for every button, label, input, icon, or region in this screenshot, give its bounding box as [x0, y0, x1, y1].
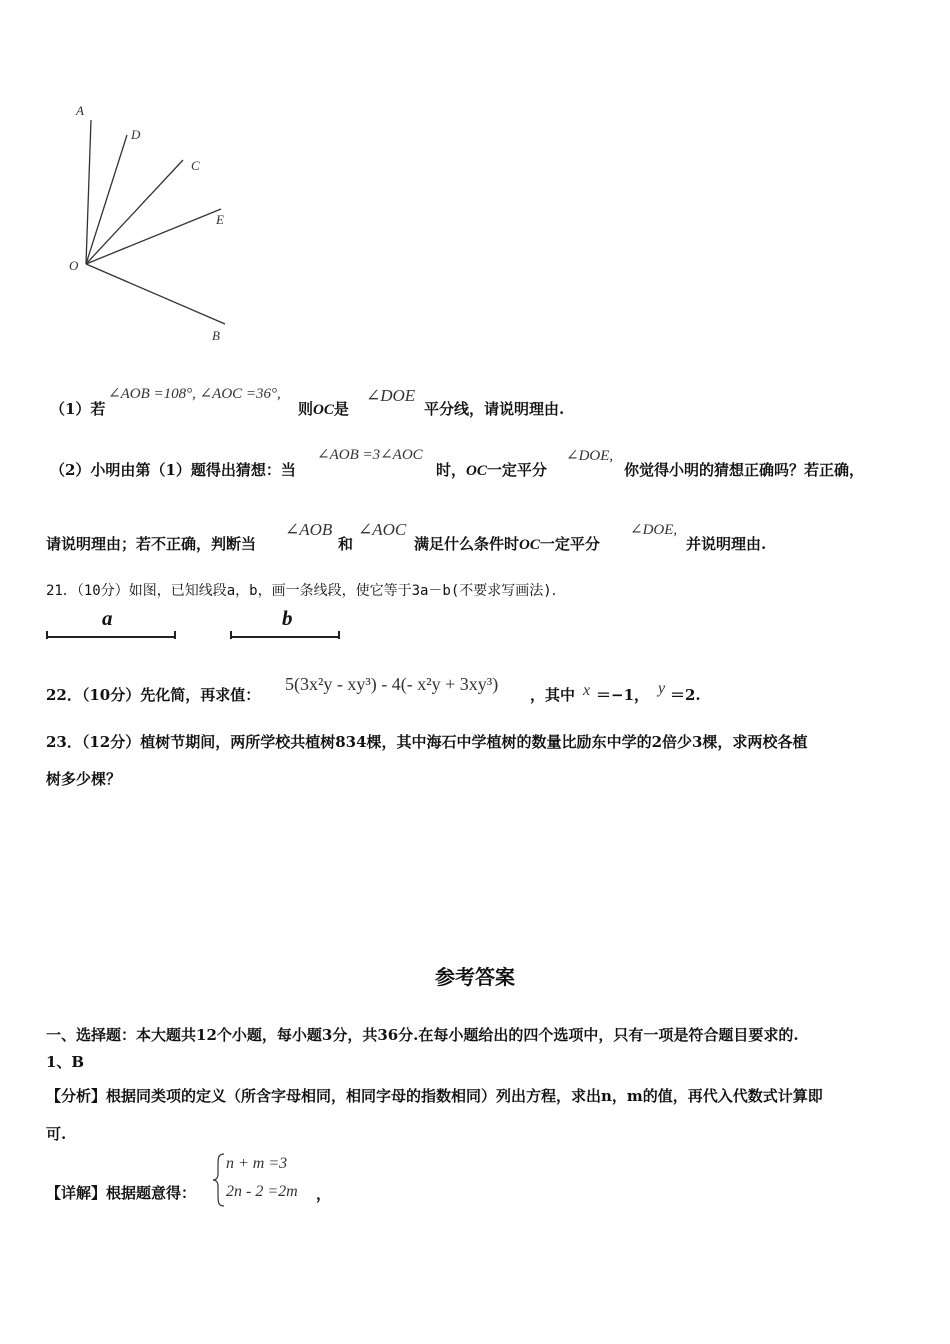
q20-2-doe: ∠DOE, — [566, 448, 614, 464]
answers-section: 一、选择题：本大题共12个小题，每小题3分，共36分.在每小题给出的四个选项中，只有一项是符合题目要求的. — [46, 1026, 799, 1044]
q20-2-condition: ∠AOB =3∠AOC — [317, 447, 423, 463]
q20-1-doe: ∠DOE — [366, 386, 416, 405]
q20-2-line2-mid — [414, 533, 600, 554]
q20-2-and: 和 — [338, 535, 354, 553]
label-d: D — [131, 127, 141, 142]
segment-a-label: a — [102, 606, 113, 630]
q20-1-then-text: 则 — [298, 400, 314, 418]
q20-2-line2-prefix: 请说明理由；若不正确，判断当 — [46, 535, 257, 553]
ray-ob — [86, 264, 225, 324]
segment-a — [46, 606, 178, 644]
q20-2-suffix: 你觉得小明的猜想正确吗？若正确， — [624, 461, 865, 479]
answers-title: 参考答案 — [435, 965, 515, 989]
q20-1-oc: OC — [313, 402, 334, 418]
q20-2-aoc: ∠AOC — [358, 520, 407, 539]
q20-2-line2-mid2: 一定平分 — [539, 535, 600, 553]
q20-1-condition: ∠AOB =108°, ∠AOC =36°, — [108, 386, 281, 402]
q22-x-var: x — [583, 682, 591, 699]
segment-b — [230, 606, 342, 644]
q20-2-prefix: （2）小明由第（1）题得出猜想：当 — [50, 461, 296, 479]
q20-1-suffix: 平分线，请说明理由. — [424, 400, 565, 418]
q20-2-mid: 一定平分 — [486, 461, 547, 479]
analysis-line1: 【分析】根据同类项的定义（所含字母相同，相同字母的指数相同）列出方程，求出n，m的值，再代入代数式计算即 — [46, 1087, 823, 1105]
ray-oa — [86, 120, 91, 264]
equation-system — [212, 1152, 342, 1208]
answer-q1: 1、B — [46, 1053, 85, 1071]
label-b: B — [212, 328, 220, 343]
ray-oc — [86, 160, 183, 264]
label-o: O — [69, 258, 79, 273]
detail-label: 【详解】根据题意得： — [46, 1184, 197, 1202]
q20-2-aob: ∠AOB — [285, 520, 333, 539]
q20-1-prefix: （1）若 — [50, 400, 106, 418]
q22-expression: 5(3x²y - xy³) - 4(- x²y + 3xy³) — [285, 674, 499, 694]
segment-b-label: b — [282, 606, 293, 630]
q22-y-var: y — [658, 680, 666, 697]
angle-figure — [0, 0, 260, 360]
q22-y-val: ＝2. — [670, 686, 701, 704]
analysis-line2: 可. — [46, 1125, 67, 1143]
ray-od — [86, 135, 127, 264]
q20-2-line2-suffix: 并说明理由. — [686, 535, 767, 553]
q20-2-oc2: OC — [519, 537, 540, 553]
label-c: C — [191, 158, 200, 173]
q23-line2: 树多少棵？ — [46, 770, 122, 788]
q22-mid: ，其中 — [530, 686, 576, 704]
q21-text: 21．（10分）如图，已知线段a，b，画一条线段，使它等于3a－b(不要求写画法)． — [46, 583, 566, 599]
q20-2-when — [436, 459, 547, 480]
brace-icon — [212, 1152, 226, 1208]
q20-2-doe2: ∠DOE, — [630, 522, 678, 538]
q20-1-then — [298, 398, 349, 419]
equation-1: n + m =3 — [226, 1155, 288, 1172]
q20-1-is: 是 — [333, 400, 349, 418]
equation-2: 2n - 2 =2m — [226, 1183, 298, 1200]
label-a: A — [76, 103, 84, 118]
ray-oe — [86, 209, 221, 264]
q20-part1 — [50, 398, 105, 419]
label-e: E — [216, 212, 224, 227]
q22-x-val: ＝−1， — [596, 686, 650, 704]
q20-2-oc: OC — [466, 463, 487, 479]
q22-prefix: 22．（10分）先化简，再求值： — [46, 686, 261, 704]
equation-tail: ， — [316, 1185, 332, 1203]
q20-2-when-text: 时， — [436, 461, 467, 479]
q20-2-line2-mid-text: 满足什么条件时 — [414, 535, 520, 553]
q23-line1: 23．（12分）植树节期间，两所学校共植树834棵，其中海石中学植树的数量比励东中学的2倍少3棵，求两校各植 — [46, 733, 808, 751]
